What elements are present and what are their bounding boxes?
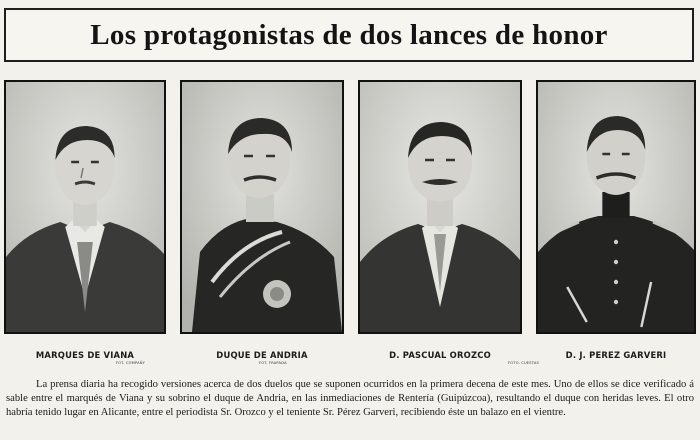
portrait-image	[538, 82, 694, 332]
photo-credit: FOT. FRAPADA	[259, 361, 287, 365]
portrait-image	[360, 82, 520, 332]
photo-credit: FOTO. CUESTAS	[508, 361, 540, 365]
article-paragraph: La prensa diaria ha recogido versiones acerca de dos duelos que se suponen ocurridos en la primera decena de este mes. Uno de ellos se dice verificado á sable entre el marqués de Viana y su sobrino el duque de Andria, en las inmediaciones de Rentería (Guipúzcoa), resultando el duque con heridas leves. El otro habría tenido lugar en Alicante, entre el periodista Sr. Orozco y el teniente Sr. Pérez Garveri, recibiendo éste un balazo en el vientre.	[6, 379, 694, 419]
portrait-caption: D. J. PEREZ GARVERI	[565, 350, 667, 360]
photo-credit: FOT. COMPAÑY	[116, 361, 146, 365]
portrait-photo-marques-de-viana	[4, 80, 166, 334]
portrait-photo-pascual-orozco	[358, 80, 522, 334]
portrait-photo-perez-garveri	[536, 80, 696, 334]
headline: Los protagonistas de dos lances de honor	[90, 18, 608, 51]
portrait-image	[6, 82, 164, 332]
portrait-photo-duque-de-andria	[180, 80, 344, 334]
portrait-caption: MARQUES DE VIANA	[35, 350, 135, 360]
article-body	[6, 378, 694, 421]
portrait-caption: D. PASCUAL OROZCO	[389, 350, 491, 360]
portrait-image	[182, 82, 342, 332]
portrait-row	[0, 80, 700, 336]
portrait-caption: DUQUE DE ANDRIA	[216, 350, 308, 360]
headline-box	[4, 8, 694, 62]
